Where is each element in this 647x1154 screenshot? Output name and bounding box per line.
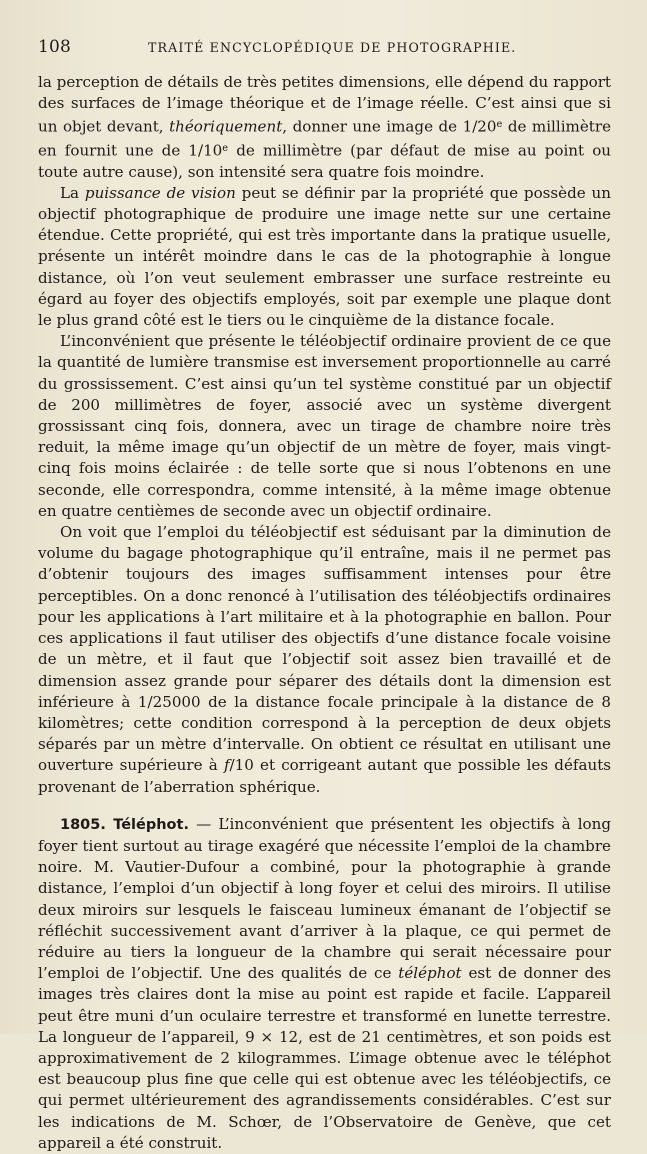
- section-telephot: [38, 814, 611, 1154]
- text-run: peut se définir par la propriété que possède un objectif photographique de produire une image nette sur une certaine étendue. Cette propriété, qui est très importante dans la pratique usuelle, présente un intérêt moindre dans le cas de la photographie à longue distance, où l’on veut seulement embrasser une surface restreinte eu égard au foyer des objectifs employés, soit par exemple une plaque dont le plus grand côté est le tiers ou le cinquième de la distance focale.: [38, 183, 611, 330]
- paragraph-inconvenient: L’inconvénient que présente le téléobjectif ordinaire provient de ce que la quantité de lumière transmise est inversement proportionnelle au carré du grossissement. C’est ainsi qu’un tel système constitué par un objectif de 200 millimètres de foyer, associé avec un système divergent grossissant cinq fois, donnera, avec un tirage de chambre noire très reduit, la même image qu’un objectif de un mètre de foyer, mais vingt-cinq fois moins éclairée : de telle sorte que si nous l’obtenons en une seconde, elle correspondra, comme intensité, à la même image obtenue en quatre centièmes de seconde avec un objectif ordinaire.: [38, 332, 611, 520]
- italic-term: téléphot: [398, 964, 462, 983]
- italic-term: f: [223, 756, 230, 775]
- text-run: On voit que l’emploi du téléobjectif est séduisant par la diminution de volume du bagage photographique qu’il entraîne, mais il ne permet pas d’obtenir toujours des images suffisamment intenses pour être perceptibles. On a donc renoncé à l’utilisation des téléobjectifs ordinaires pour les applications à l’art militaire et à la photographie en ballon. Pour ces applications il faut utiliser des objectifs d’une distance focale voisine de un mètre, et il faut que l’objectif soit assez bien travaillé et de dimension assez grande pour séparer des détails dont la dimension est inférieure à 1/25000 de la distance focale principale à la distance de 8 kilomètres; cette condition correspond à la perception de deux objets séparés par un mètre d’intervalle. On obtient ce résultat en utilisant une ouverture supérieure à: [38, 523, 611, 775]
- text-run: , donner une image de 1/20: [282, 117, 497, 136]
- section-heading: 1805. Téléphot.: [60, 816, 189, 833]
- text-run: /10 et corrigeant autant que possible les défauts provenant de l’aberration sphérique.: [38, 756, 611, 796]
- text-run: la perception de détails de très petites dimensions, elle dépend du rapport des surfaces de l’image théorique et de l’image réelle. C’est ainsi que si un objet devant,: [38, 73, 611, 136]
- italic-term: puissance de vision: [84, 183, 236, 202]
- text-run: de millimètre (par défaut de mise au point ou toute autre cause), son intensité sera quatre fois moindre.: [38, 141, 612, 181]
- superscript: e: [496, 119, 503, 131]
- italic-term: théoriquement: [169, 117, 283, 136]
- page-number: 108: [38, 37, 72, 57]
- paragraph-emploi-teleobjectif: [38, 522, 611, 798]
- text-run: de millimètre en fournit une de 1/10: [38, 117, 611, 160]
- paragraph-puissance-de-vision: [38, 183, 611, 331]
- text-run: — L’inconvénient que présentent les objectifs à long foyer tient surtout au tirage exagéré que nécessite l’emploi de la chambre noire. M. Vautier-Dufour a combiné, pour la photographie à grande distance, l’emploi d’un objectif à long foyer et celui des miroirs. Il utilise deux miroirs sur lesquels le faisceau lumineux émanant de l’objectif se réfléchit successivement avant d’arriver à la plaque, ce qui permet de réduire au tiers la longueur de la chambre qui serait nécessaire pour l’emploi de l’objectif. Une des qualités de ce: [38, 814, 612, 983]
- text-run: La: [60, 183, 85, 202]
- superscript: e: [222, 143, 229, 155]
- page-header: [38, 36, 610, 60]
- paragraph-perception: [38, 72, 611, 183]
- text-run: est de donner des images très claires dont la mise au point est rapide et facile. L’appareil peut être muni d’un oculaire terrestre et transformé en lunette terrestre. La longueur de l’appareil, 9 × 12, est de 21 centimètres, et son poids est approximativement de 2 kilogrammes. L’image obtenue avec le téléphot est beaucoup plus fine que celle qui est obtenue avec les téléobjectifs, ce qui permet ultérieurement des agrandissements considérables. C’est sur les indications de M. Schœr, de l’Observatoire de Genève, que cet appareil a été construit.: [38, 964, 611, 1152]
- body-text: [38, 72, 611, 1154]
- running-head: TRAITÉ ENCYCLOPÉDIQUE DE PHOTOGRAPHIE.: [148, 40, 517, 55]
